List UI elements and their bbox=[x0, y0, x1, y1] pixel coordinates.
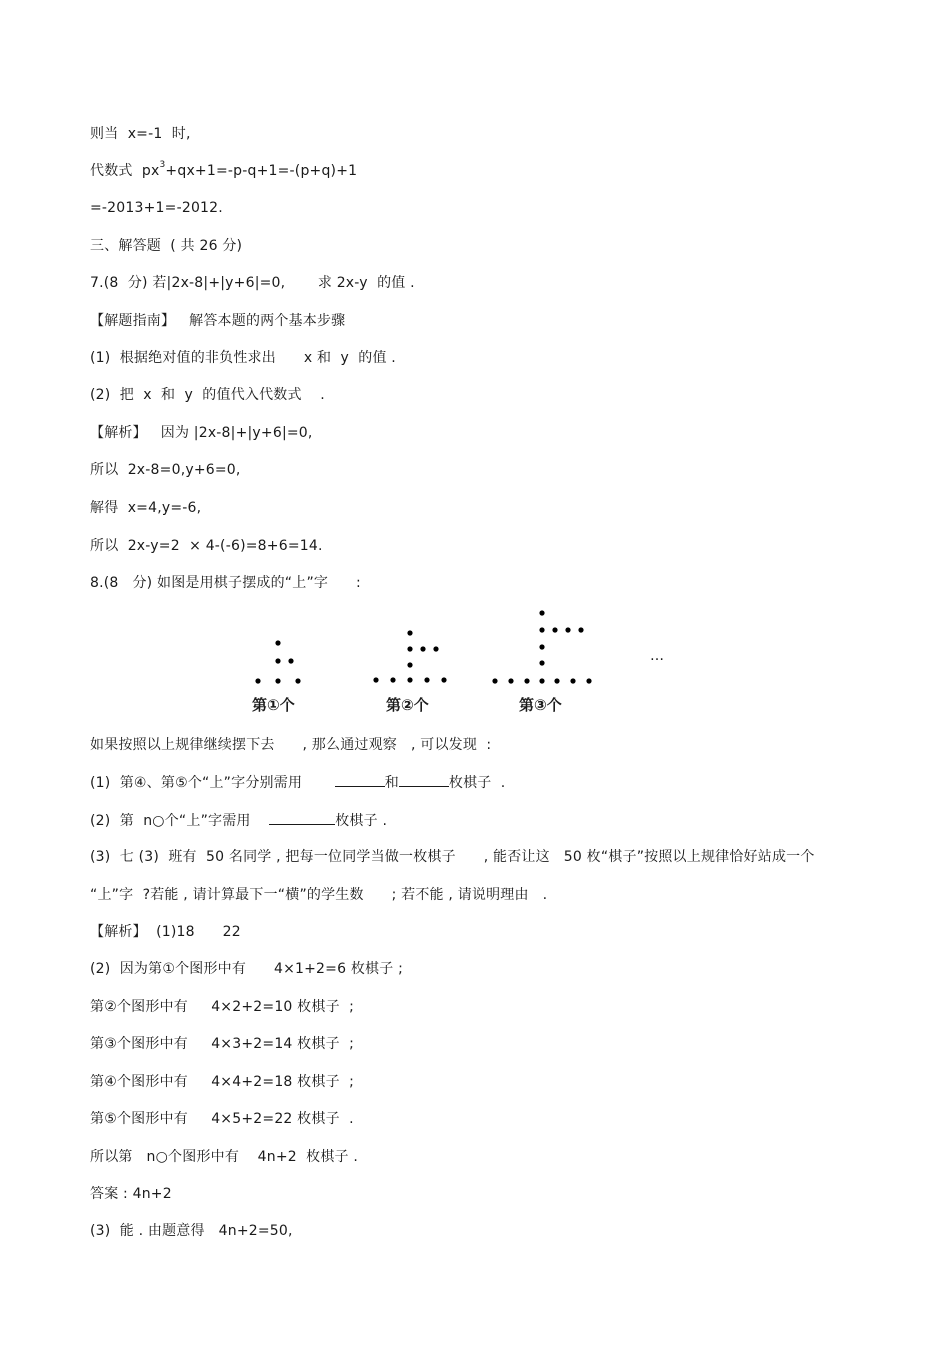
sub-question-3: (3) 七 (3) 班有 50 名同学 , 把每一位同学当做一枚棋子 , 能否让这 50 枚“棋子”按照以上规律恰好站成一个 bbox=[90, 849, 815, 865]
answer-blank[interactable] bbox=[335, 772, 385, 787]
text-line: 第④个图形中有 4×4+2=18 枚棋子 ; bbox=[90, 1074, 354, 1090]
piece-dot bbox=[578, 627, 583, 632]
piece-dot bbox=[565, 627, 570, 632]
text-line: =-2013+1=-2012. bbox=[90, 200, 223, 216]
text-line: 【解题指南】 解答本题的两个基本步骤 bbox=[90, 313, 346, 329]
dot-patterns bbox=[240, 600, 700, 695]
piece-dot bbox=[524, 678, 529, 683]
piece-dot bbox=[275, 658, 280, 663]
piece-dot bbox=[288, 658, 293, 663]
text-line: 【解析】 因为 |2x-8|+|y+6|=0, bbox=[90, 425, 313, 441]
piece-dot bbox=[508, 678, 513, 683]
caption-2: 第②个 bbox=[386, 696, 429, 714]
text-line: 则当 x=-1 时, bbox=[90, 126, 191, 142]
piece-dot bbox=[570, 678, 575, 683]
question-8: 8.(8 分) 如图是用棋子摆成的“上”字 : bbox=[90, 575, 361, 591]
piece-dot bbox=[420, 646, 425, 651]
piece-dot bbox=[539, 644, 544, 649]
piece-dot bbox=[552, 627, 557, 632]
piece-dot bbox=[390, 677, 395, 682]
caption-3: 第③个 bbox=[519, 696, 562, 714]
chess-pieces-figure bbox=[240, 600, 700, 725]
text-line: 所以 2x-y=2 × 4-(-6)=8+6=14. bbox=[90, 538, 323, 554]
ellipsis: … bbox=[650, 648, 664, 664]
sub-question-2: (2) 第 n○个“上”字需用 枚棋子 . bbox=[90, 810, 387, 831]
piece-dot bbox=[539, 678, 544, 683]
text-line: 答案 : 4n+2 bbox=[90, 1186, 172, 1202]
text-line: “上”字 ?若能 , 请计算最下一“横”的学生数 ; 若不能 , 请说明理由 . bbox=[90, 887, 548, 903]
text-line: 【解析】 (1)18 22 bbox=[90, 924, 241, 940]
sub-question-1: (1) 第④、第⑤个“上”字分别需用 和 枚棋子 . bbox=[90, 772, 505, 793]
text-line: 解得 x=4,y=-6, bbox=[90, 500, 202, 516]
text-line: (2) 因为第①个图形中有 4×1+2=6 枚棋子 ; bbox=[90, 961, 404, 977]
text-line: 所以 2x-8=0,y+6=0, bbox=[90, 462, 241, 478]
piece-dot bbox=[275, 640, 280, 645]
piece-dot bbox=[433, 646, 438, 651]
piece-dot bbox=[554, 678, 559, 683]
caption-1: 第①个 bbox=[252, 696, 295, 714]
text-line: (3) 能 . 由题意得 4n+2=50, bbox=[90, 1223, 293, 1239]
text-line: (1) 根据绝对值的非负性求出 x 和 y 的值 . bbox=[90, 350, 396, 366]
piece-dot bbox=[255, 678, 260, 683]
piece-dot bbox=[441, 677, 446, 682]
text-line: 第②个图形中有 4×2+2=10 枚棋子 ; bbox=[90, 999, 354, 1015]
piece-dot bbox=[539, 660, 544, 665]
piece-dot bbox=[407, 630, 412, 635]
text-line: (2) 把 x 和 y 的值代入代数式 . bbox=[90, 387, 325, 403]
text-line: 第③个图形中有 4×3+2=14 枚棋子 ; bbox=[90, 1036, 354, 1052]
answer-blank[interactable] bbox=[269, 810, 335, 825]
piece-dot bbox=[373, 677, 378, 682]
piece-dot bbox=[539, 627, 544, 632]
pattern-2 bbox=[373, 630, 446, 682]
text-line: 所以第 n○个图形中有 4n+2 枚棋子 . bbox=[90, 1149, 359, 1165]
piece-dot bbox=[295, 678, 300, 683]
pattern-3 bbox=[492, 610, 591, 683]
text-line: 代数式 $px^3+qx+1=-p-q+1=-(p+q)+1$ bbox=[90, 160, 358, 179]
piece-dot bbox=[407, 646, 412, 651]
piece-dot bbox=[492, 678, 497, 683]
piece-dot bbox=[275, 678, 280, 683]
answer-blank[interactable] bbox=[399, 772, 449, 787]
piece-dot bbox=[407, 662, 412, 667]
text-line: 如果按照以上规律继续摆下去 , 那么通过观察 , 可以发现 : bbox=[90, 737, 492, 753]
piece-dot bbox=[424, 677, 429, 682]
piece-dot bbox=[539, 610, 544, 615]
section-heading: 三、解答题 ( 共 26 分) bbox=[90, 238, 243, 254]
piece-dot bbox=[407, 677, 412, 682]
pattern-1 bbox=[255, 640, 300, 683]
piece-dot bbox=[586, 678, 591, 683]
question-7: 7.(8 分) 若|2x-8|+|y+6|=0, 求 2x-y 的值 . bbox=[90, 275, 415, 291]
text-line: 第⑤个图形中有 4×5+2=22 枚棋子 . bbox=[90, 1111, 354, 1127]
